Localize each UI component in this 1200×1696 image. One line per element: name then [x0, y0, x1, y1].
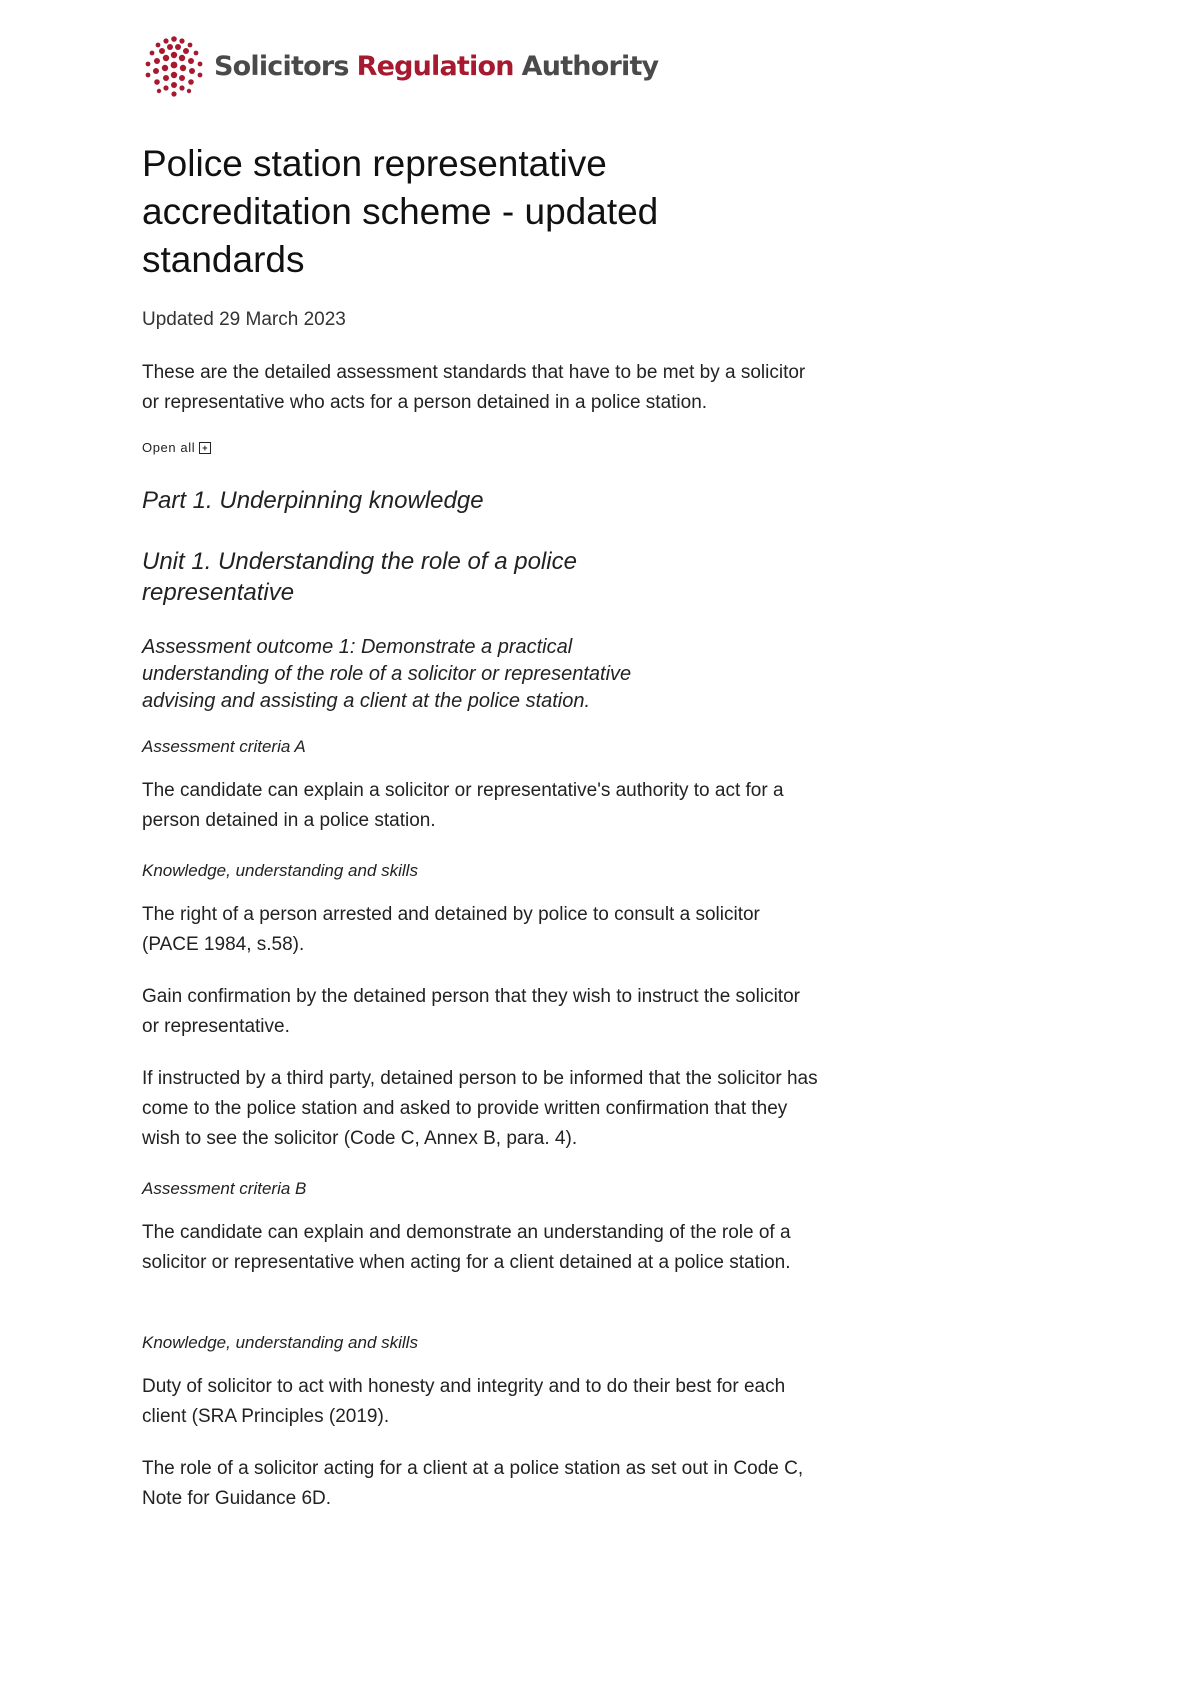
logo-word-regulation: Regulation [356, 50, 514, 82]
logo-word-solicitors: Solicitors [214, 50, 349, 82]
sra-dots-logo-icon [142, 34, 206, 98]
criteria-a-item: If instructed by a third party, detained person to be informed that the solicitor has come to the police station and asked to provide written confirmation that they wish to see the solicitor (Code C, Annex B, para. 4). [142, 1068, 818, 1149]
plus-box-icon: + [199, 442, 211, 454]
open-all-button[interactable] [142, 440, 211, 455]
part-heading[interactable]: Part 1. Underpinning knowledge [142, 487, 484, 514]
criteria-a-item: Gain confirmation by the detained person that they wish to instruct the solicitor or representative. [142, 986, 800, 1037]
intro-paragraph: These are the detailed assessment standards that have to be met by a solicitor or representative who acts for a person detained in a police station. [142, 362, 806, 413]
criteria-b-label: Assessment criteria B [142, 1179, 307, 1198]
criteria-a-item: The right of a person arrested and detained by police to consult a solicitor (PACE 1984, s.58). [142, 904, 760, 955]
criteria-b-kus-label: Knowledge, understanding and skills [142, 1333, 418, 1352]
logo-word-authority: Authority [521, 50, 659, 82]
sra-logo[interactable] [142, 34, 658, 98]
page-title: Police station representative accreditation scheme - updated standards [142, 143, 659, 280]
assessment-outcome-heading[interactable]: Assessment outcome 1: Demonstrate a practical understanding of the role of a solicitor or representative advising and assisting a client at the police station. [142, 636, 632, 712]
updated-date: Updated 29 March 2023 [142, 309, 346, 330]
unit-heading[interactable]: Unit 1. Understanding the role of a police representative [142, 548, 577, 606]
criteria-a-label: Assessment criteria A [142, 737, 306, 756]
criteria-b-item: Duty of solicitor to act with honesty and integrity and to do their best for each client (SRA Principles (2019). [142, 1376, 786, 1427]
criteria-a-kus-label: Knowledge, understanding and skills [142, 861, 418, 880]
open-all-label: Open all [142, 440, 196, 455]
sra-wordmark [214, 51, 658, 82]
criteria-a-text: The candidate can explain a solicitor or representative's authority to act for a person detained in a police station. [142, 780, 784, 831]
criteria-b-text: The candidate can explain and demonstrate an understanding of the role of a solicitor or representative when acting for a client detained at a police station. [142, 1222, 791, 1273]
criteria-b-item: The role of a solicitor acting for a client at a police station as set out in Code C, Note for Guidance 6D. [142, 1458, 804, 1509]
